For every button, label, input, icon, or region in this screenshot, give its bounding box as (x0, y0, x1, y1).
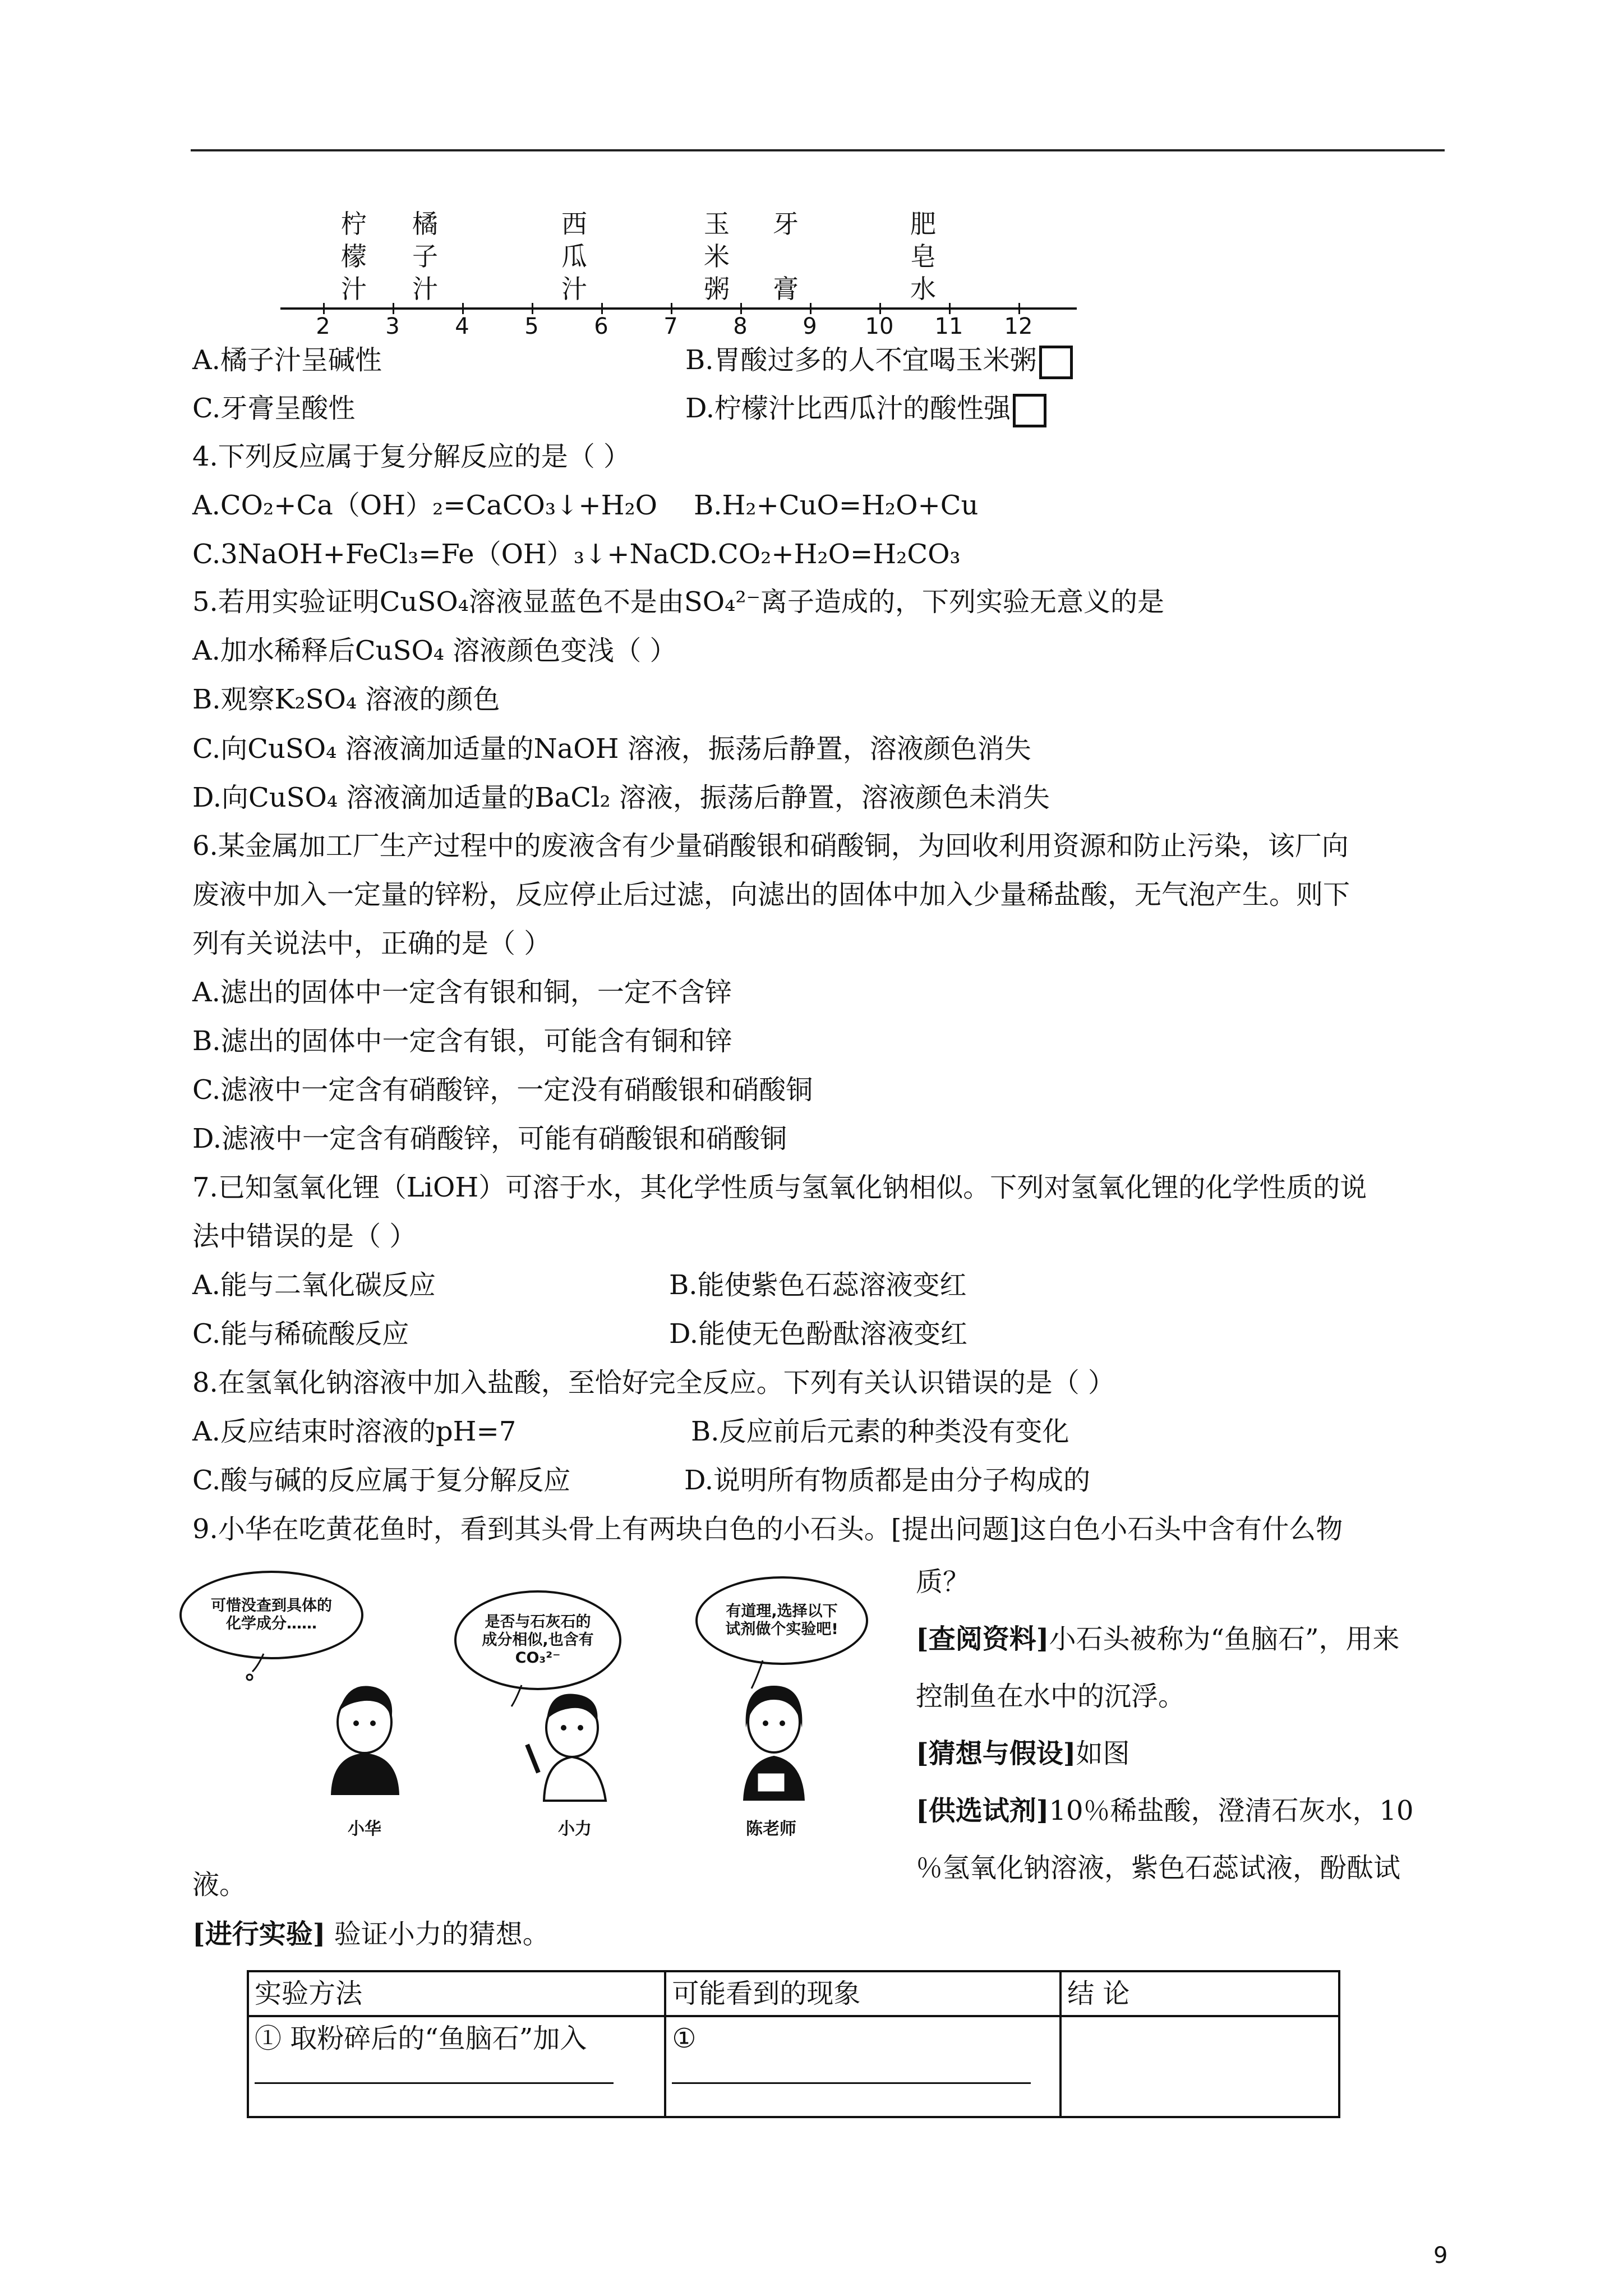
scale-tick-label: 5 (524, 314, 539, 339)
table-cell-conclusion[interactable] (1061, 2016, 1339, 2117)
figure-xiaohua (331, 1686, 399, 1795)
q4-option-c: C.3NaOH+FeCl₃=Fe（OH）₃↓+NaCl (192, 539, 699, 570)
ph-scale (280, 208, 1088, 342)
table-row (248, 2016, 1339, 2117)
q3-option-d: D.柠檬汁比西瓜汁的酸性强 (685, 392, 1046, 427)
q4-option-b: B.H₂+CuO=H₂O+Cu (694, 490, 979, 521)
q9-side-line6: ％氢氧化钠溶液，紫色石蕊试液，酚酞试 (916, 1852, 1401, 1884)
scale-label-lemon: 柠 檬 汁 (341, 209, 367, 304)
scale-tick-label: 2 (316, 314, 330, 339)
q7-option-a: A.能与二氧化碳反应 (192, 1269, 436, 1301)
q5-stem: 5.若用实验证明CuSO₄溶液显蓝色不是由SO₄²⁻离子造成的，下列实验无意义的是 (192, 586, 1164, 618)
scale-tick-label: 7 (663, 314, 678, 339)
table-cell-phenomenon[interactable]: ① (665, 2016, 1061, 2117)
q8-option-a: A.反应结束时溶液的pH=7 (192, 1416, 517, 1447)
scale-tick (949, 303, 951, 314)
table-header-cell: 结 论 (1061, 1971, 1339, 2016)
table-cell-method[interactable]: ① 取粉碎后的“鱼脑石”加入 (248, 2016, 665, 2117)
scale-tick (671, 303, 672, 314)
q9-side-line4: [猜想与假设] 如图 (916, 1738, 1130, 1769)
scale-tick (1018, 303, 1020, 314)
q6-option-d: D.滤液中一定含有硝酸锌，可能有硝酸银和硝酸铜 (192, 1123, 787, 1154)
scale-label-orange: 橘 子 汁 (412, 209, 438, 304)
q9-side-line1: 质？ (916, 1566, 970, 1598)
speech-bubble-xiaohua: 可惜没查到具体的化学成分…… (179, 1571, 363, 1659)
q6-option-b: B.滤出的固体中一定含有银，可能含有铜和锌 (192, 1025, 732, 1057)
scale-tick (462, 303, 464, 314)
scale-tick (740, 303, 742, 314)
q9-side-line2: [查阅资料] 小石头被称为“鱼脑石”，用来 (916, 1623, 1400, 1655)
speech-bubble-xiaoli: 是否与石灰石的成分相似,也含有CO₃²⁻ (454, 1590, 621, 1690)
scale-tick-label: 4 (455, 314, 469, 339)
q5-option-d: D.向CuSO₄ 溶液滴加适量的BaCl₂ 溶液，振荡后静置，溶液颜色未消失 (192, 782, 1050, 813)
scale-tick-label: 12 (1004, 314, 1033, 339)
cartoon-figures (179, 1559, 903, 1840)
q3-option-c: C.牙膏呈酸性 (192, 393, 356, 424)
q9-stem: 9.小华在吃黄花鱼时，看到其头骨上有两块白色的小石头。[提出问题]这白色小石头中含有什么物 (192, 1513, 1343, 1545)
header-rule (191, 149, 1445, 151)
q7-option-d: D.能使无色酚酞溶液变红 (669, 1318, 968, 1350)
q8-option-d: D.说明所有物质都是由分子构成的 (684, 1465, 1091, 1496)
q7-stem-line1: 7.已知氢氧化锂（LiOH）可溶于水，其化学性质与氢氧化钠相似。下列对氢氧化锂的化学性质的说 (192, 1172, 1367, 1203)
q9-experiment-heading: [进行实验] 验证小力的猜想。 (192, 1918, 550, 1950)
q9-side-line3: 控制鱼在水中的沉浮。 (916, 1681, 1186, 1712)
scale-label-soap-water: 肥 皂 水 (910, 209, 936, 304)
answer-box[interactable] (1039, 346, 1073, 379)
q9-tail: 液。 (192, 1869, 247, 1901)
name-xiaoli: 小力 (558, 1819, 592, 1839)
table-header-cell: 可能看到的现象 (665, 1971, 1061, 2016)
q4-option-d: D.CO₂+H₂O=H₂CO₃ (689, 539, 961, 570)
q9-side-line5: [供选试剂] 10％稀盐酸，澄清石灰水，10 (916, 1795, 1414, 1826)
scale-tick (393, 303, 394, 314)
q5-option-b: B.观察K₂SO₄ 溶液的颜色 (192, 684, 500, 715)
q3-option-a: A.橘子汁呈碱性 (192, 344, 382, 376)
scale-tick (810, 303, 811, 314)
scale-tick-label: 9 (803, 314, 817, 339)
q9-side-text (916, 1565, 1454, 1908)
q4-stem: 4.下列反应属于复分解反应的是（ ） (192, 441, 631, 472)
q6-stem-line3: 列有关说法中，正确的是（ ） (192, 928, 551, 959)
scale-label-toothpaste: 牙 膏 (773, 209, 799, 304)
q6-option-a: A.滤出的固体中一定含有银和铜，一定不含锌 (192, 977, 732, 1008)
answer-blank-line[interactable] (255, 2082, 614, 2084)
figure-xiaoli (527, 1694, 606, 1801)
q8-stem: 8.在氢氧化钠溶液中加入盐酸，至恰好完全反应。下列有关认识错误的是（ ） (192, 1367, 1115, 1398)
page-number: 9 (1433, 2243, 1448, 2269)
q5-option-c: C.向CuSO₄ 溶液滴加适量的NaOH 溶液，振荡后静置，溶液颜色消失 (192, 733, 1031, 765)
q8-option-b: B.反应前后元素的种类没有变化 (691, 1416, 1069, 1447)
scale-tick-label: 10 (865, 314, 894, 339)
speech-bubble-teacher: 有道理,选择以下试剂做个实验吧! (695, 1576, 868, 1665)
scale-tick-label: 6 (594, 314, 608, 339)
scale-label-watermelon: 西 瓜 汁 (561, 209, 587, 304)
name-teacher: 陈老师 (746, 1819, 796, 1839)
q6-stem-line1: 6.某金属加工厂生产过程中的废液含有少量硝酸银和硝酸铜，为回收利用资源和防止污染，该厂向 (192, 830, 1349, 862)
figure-teacher (743, 1686, 805, 1801)
q8-option-c: C.酸与碱的反应属于复分解反应 (192, 1465, 571, 1496)
name-xiaohua: 小华 (348, 1819, 381, 1839)
table-header-row (248, 1971, 1339, 2016)
scale-tick (601, 303, 603, 314)
q6-option-c: C.滤液中一定含有硝酸锌，一定没有硝酸银和硝酸铜 (192, 1074, 813, 1106)
scale-tick (879, 303, 881, 314)
q6-stem-line2: 废液中加入一定量的锌粉，反应停止后过滤，向滤出的固体中加入少量稀盐酸，无气泡产生。则下 (192, 879, 1350, 910)
scale-tick (323, 303, 325, 314)
scale-label-corn-porridge: 玉 米 粥 (704, 209, 730, 304)
table-header-cell: 实验方法 (248, 1971, 665, 2016)
scale-tick (532, 303, 533, 314)
scale-tick-label: 8 (733, 314, 748, 339)
q7-option-c: C.能与稀硫酸反应 (192, 1318, 409, 1350)
scale-axis (280, 307, 1077, 310)
scale-tick-label: 11 (934, 314, 963, 339)
q3-option-b: B.胃酸过多的人不宜喝玉米粥 (685, 343, 1073, 379)
answer-blank-line[interactable] (672, 2082, 1031, 2084)
q7-option-b: B.能使紫色石蕊溶液变红 (669, 1269, 967, 1301)
q4-option-a: A.CO₂+Ca（OH）₂=CaCO₃↓+H₂O (192, 490, 658, 521)
q5-option-a: A.加水稀释后CuSO₄ 溶液颜色变浅（ ） (192, 635, 677, 666)
answer-box[interactable] (1013, 394, 1046, 427)
experiment-table (247, 1970, 1340, 2118)
q7-stem-line2: 法中错误的是（ ） (192, 1221, 417, 1252)
scale-tick-label: 3 (385, 314, 400, 339)
cartoon-illustration (179, 1559, 903, 1840)
